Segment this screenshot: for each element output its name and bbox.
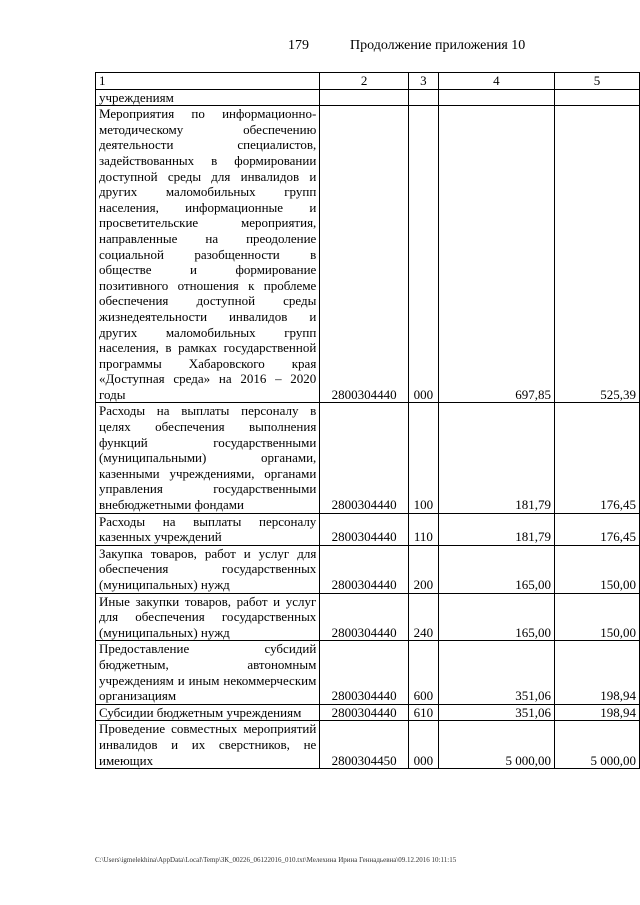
page-number: 179 — [288, 38, 309, 53]
table-row — [96, 545, 640, 593]
column-header: 1 — [96, 73, 320, 90]
amount-col4: 5 000,00 — [438, 721, 554, 769]
file-path-footer: C:\Users\igmelekhina\AppData\Local\Temp\ЗК_00226_06122016_010.txt\Мелехина Ирина Геннадьевна\09.12.2016 10:11:15 — [95, 856, 457, 864]
amount-col5: 150,00 — [554, 545, 639, 593]
target-code: 2800304440 — [320, 704, 409, 721]
budget-table — [95, 72, 640, 769]
expense-type: 610 — [408, 704, 438, 721]
table-row — [96, 106, 640, 403]
target-code: 2800304440 — [320, 545, 409, 593]
target-code: 2800304440 — [320, 513, 409, 545]
target-code: 2800304440 — [320, 106, 409, 403]
column-header: 4 — [438, 73, 554, 90]
amount-col4 — [438, 89, 554, 106]
expense-type: 240 — [408, 593, 438, 641]
expense-type: 600 — [408, 641, 438, 704]
table-row — [96, 593, 640, 641]
amount-col4: 697,85 — [438, 106, 554, 403]
target-code: 2800304440 — [320, 403, 409, 513]
expense-type: 000 — [408, 721, 438, 769]
target-code: 2800304450 — [320, 721, 409, 769]
amount-col5 — [554, 89, 639, 106]
table-row — [96, 704, 640, 721]
amount-col5: 198,94 — [554, 704, 639, 721]
table-row — [96, 641, 640, 704]
expense-type: 000 — [408, 106, 438, 403]
amount-col4: 165,00 — [438, 545, 554, 593]
amount-col5: 198,94 — [554, 641, 639, 704]
amount-col4: 181,79 — [438, 513, 554, 545]
row-name: Расходы на выплаты персоналу в целях обеспечения выполнения функций государственными (муниципальными) органами, казенными учреждениями, органами управления государственными внебюджетными фондами — [96, 403, 320, 513]
table-row — [96, 513, 640, 545]
target-code — [320, 89, 409, 106]
amount-col4: 181,79 — [438, 403, 554, 513]
expense-type: 100 — [408, 403, 438, 513]
amount-col5: 150,00 — [554, 593, 639, 641]
table-row — [96, 721, 640, 769]
row-name: Иные закупки товаров, работ и услуг для обеспечения государственных (муниципальных) нужд — [96, 593, 320, 641]
table-row — [96, 89, 640, 106]
row-name: Проведение совместных мероприятий инвалидов и их сверстников, не имеющих — [96, 721, 320, 769]
row-name: Субсидии бюджетным учреждениям — [96, 704, 320, 721]
row-name: Расходы на выплаты персоналу казенных учреждений — [96, 513, 320, 545]
amount-col4: 351,06 — [438, 641, 554, 704]
target-code: 2800304440 — [320, 593, 409, 641]
target-code: 2800304440 — [320, 641, 409, 704]
column-header: 2 — [320, 73, 409, 90]
row-name: Мероприятия по информационно-методическому обеспечению деятельности специалистов, задействованных в формировании доступной среды для инвалидов и других маломобильных групп населения, информационные и просветительские мероприятия, направленные на преодоление социальной разобщенности в обществе и формирование позитивного отношения к проблеме обеспечения доступной среды жизнедеятельности инвалидов и других маломобильных групп населения, в рамках государственной программы Хабаровского края «Доступная среда» на 2016 – 2020 годы — [96, 106, 320, 403]
amount-col5: 525,39 — [554, 106, 639, 403]
column-header: 5 — [554, 73, 639, 90]
expense-type: 200 — [408, 545, 438, 593]
row-name: Предоставление субсидий бюджетным, автономным учреждениям и иным некоммерческим организациям — [96, 641, 320, 704]
amount-col5: 5 000,00 — [554, 721, 639, 769]
amount-col4: 165,00 — [438, 593, 554, 641]
row-name: учреждениям — [96, 89, 320, 106]
expense-type — [408, 89, 438, 106]
amount-col5: 176,45 — [554, 403, 639, 513]
amount-col4: 351,06 — [438, 704, 554, 721]
row-name: Закупка товаров, работ и услуг для обеспечения государственных (муниципальных) нужд — [96, 545, 320, 593]
amount-col5: 176,45 — [554, 513, 639, 545]
column-header-row — [96, 73, 640, 90]
table-row — [96, 403, 640, 513]
column-header: 3 — [408, 73, 438, 90]
page-title: Продолжение приложения 10 — [350, 38, 526, 53]
expense-type: 110 — [408, 513, 438, 545]
